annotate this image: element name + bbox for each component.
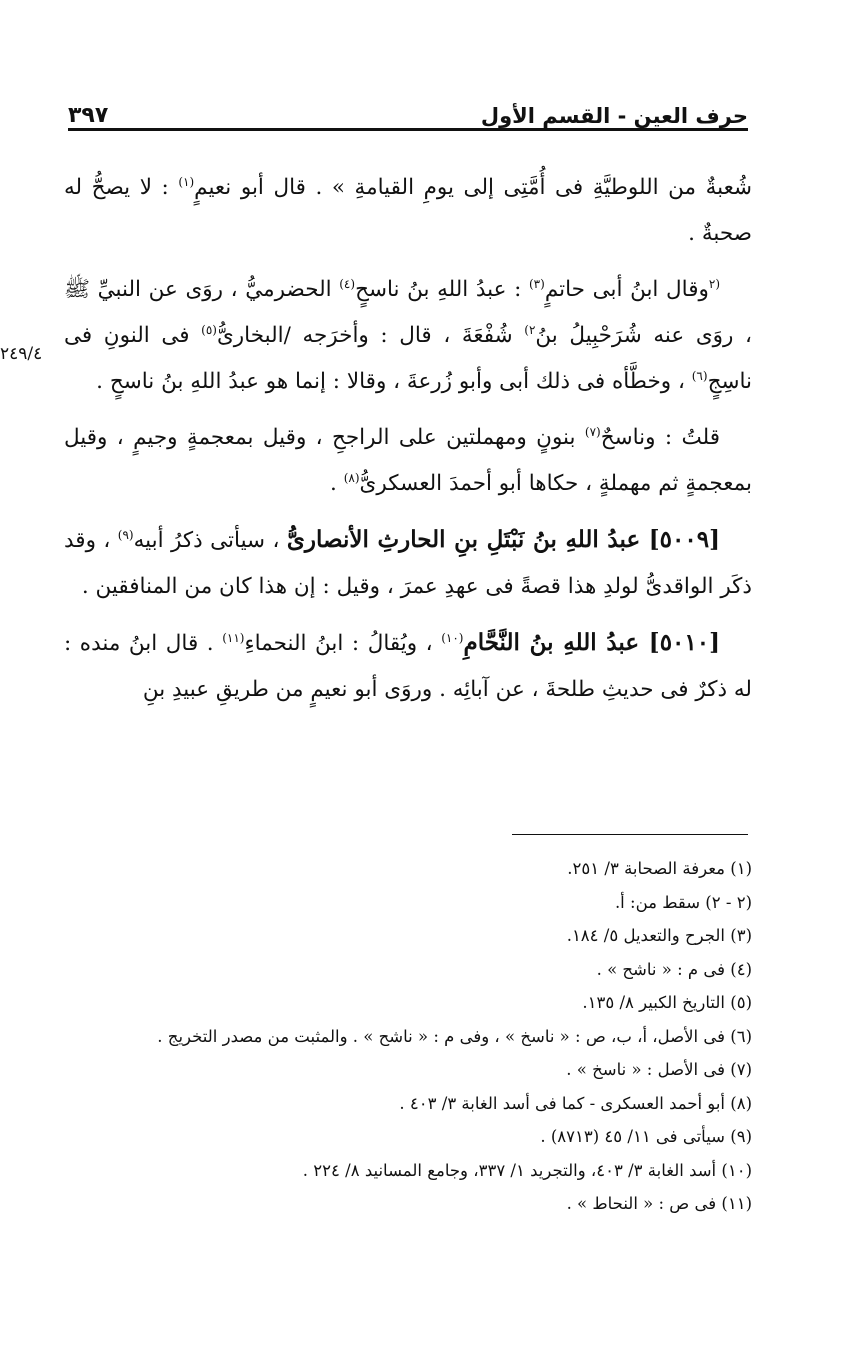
running-title: حرف العين - القسم الأول xyxy=(480,104,748,128)
footnote-separator xyxy=(512,834,748,835)
footnote-10: (١٠) أسد الغابة ٣/ ٤٠٣، والتجريد ١/ ٣٣٧، وجامع المسانيد ٨/ ٢٢٤ . xyxy=(302,1160,752,1180)
footnote-6: (٦) فى الأصل، أ، ب، ص : « ناسخ » ، وفى م : « ناشح » . والمثبت من مصدر التخريج . xyxy=(157,1026,752,1046)
footnote-marker: (٢ xyxy=(708,276,720,291)
footnote-9: (٩) سيأتى فى ١١/ ٤٥ (٨٧١٣) . xyxy=(540,1127,752,1146)
entry-heading: [٥٠٠٩] عبدُ اللهِ بنُ نَبْتَلِ بنِ الحارثِ الأنصارىُّ xyxy=(286,526,720,553)
footnote-3: (٣) الجرح والتعديل ٥/ ١٨٤. xyxy=(566,926,752,945)
entry-heading: [٥٠١٠] عبدُ اللهِ بنُ النَّحَّامِ xyxy=(463,629,721,656)
footnote-8: (٨) أبو أحمد العسكرى - كما فى أسد الغابة ٣/ ٤٠٣ . xyxy=(399,1093,752,1113)
paragraph-3: قلتُ : وناسحٌ$^{(٧)}$ بنونٍ ومهملتين على الراجحِ ، وقيل بمعجمةٍ وجيمٍ ، وقيل بمعجمةٍ ثم مهملةٍ ، حكاها أبو أحمدَ العسكرىُّ$^{(٨)}$ . xyxy=(64,424,752,496)
page-header xyxy=(68,88,748,128)
paragraph-2: $^{(٢}$وقال ابنُ أبى حاتمٍ$^{(٣)}$ : عبدُ اللهِ بنُ ناسحٍ$^{(٤)}$ الحضرميُّ ، روَى عن النبيِّ ﷺ ، روَى عنه شُرَحْبِيلُ بنُ$^{٢)}$ شُفْعَةَ ، قال : وأخرَجه /البخارىُّ$^{(٥)}$ فى النونِ فى ناسِجٍ$^{(٦)}$ ، وخطَّأه فى ذلك أبى وأبو زُرعةَ ، وقالا : إنما هو عبدُ اللهِ بنُ ناسحٍ . xyxy=(64,276,752,394)
footnote-5: (٥) التاريخ الكبير ٨/ ١٣٥. xyxy=(582,993,752,1012)
paragraph-1: شُعبةٌ من اللوطيَّةِ فى أُمَّتِى إلى يومِ القيامةِ » . قال أبو نعيمٍ$^{(١)}$ : لا يصحُّ له صحبةٌ . xyxy=(64,174,753,246)
footnote-marker: (١١) xyxy=(222,630,245,645)
footnote-1: (١) معرفة الصحابة ٣/ ٢٥١. xyxy=(567,859,752,878)
footnote-2: (٢ - ٢) سقط من: أ. xyxy=(614,892,752,912)
header-rule xyxy=(68,128,748,131)
footnote-11: (١١) فى ص : « النحاط » . xyxy=(566,1194,752,1213)
footnote-7: (٧) فى الأصل : « ناسخ » . xyxy=(566,1060,752,1079)
main-text xyxy=(64,165,752,723)
footnote-marker: (٤) xyxy=(339,276,356,291)
footnote-marker: (٨) xyxy=(343,470,360,485)
footnote-marker: (٧) xyxy=(584,424,601,439)
footnote-marker: (٣) xyxy=(528,276,545,291)
footnote-marker: (٩) xyxy=(117,527,134,542)
entry-5010: [٥٠١٠] عبدُ اللهِ بنُ النَّحَّامِ$^{(١٠)}$ ، ويُقالُ : ابنُ النحماءِ$^{(١١)}$ . قال ابنُ منده : له ذكرٌ فى حديثِ طلحةَ ، عن آبائِه . وروَى أبو نعيمٍ من طريقِ عبيدِ بنِ xyxy=(64,629,752,702)
entry-5009: [٥٠٠٩] عبدُ اللهِ بنُ نَبْتَلِ بنِ الحارثِ الأنصارىُّ ، سيأتى ذكرُ أبيه$^{(٩)}$ ، وقد ذكَر الواقدىُّ لولدِ هذا قصةً فى عهدِ عمرَ ، وقيل : إن هذا كان من المنافقين . xyxy=(64,526,752,599)
footnote-marker: (١) xyxy=(178,174,195,189)
footnote-marker: (٦) xyxy=(691,368,708,383)
page-number: ٣٩٧ xyxy=(68,103,109,128)
footnotes xyxy=(64,852,752,1221)
footnote-marker: ٢) xyxy=(524,322,536,337)
margin-reference: ٢٤٩/٤ xyxy=(0,344,43,364)
footnote-4: (٤) فى م : « ناشح » . xyxy=(596,959,752,979)
footnote-marker: (١٠) xyxy=(441,630,464,645)
footnote-marker: (٥) xyxy=(201,322,217,337)
